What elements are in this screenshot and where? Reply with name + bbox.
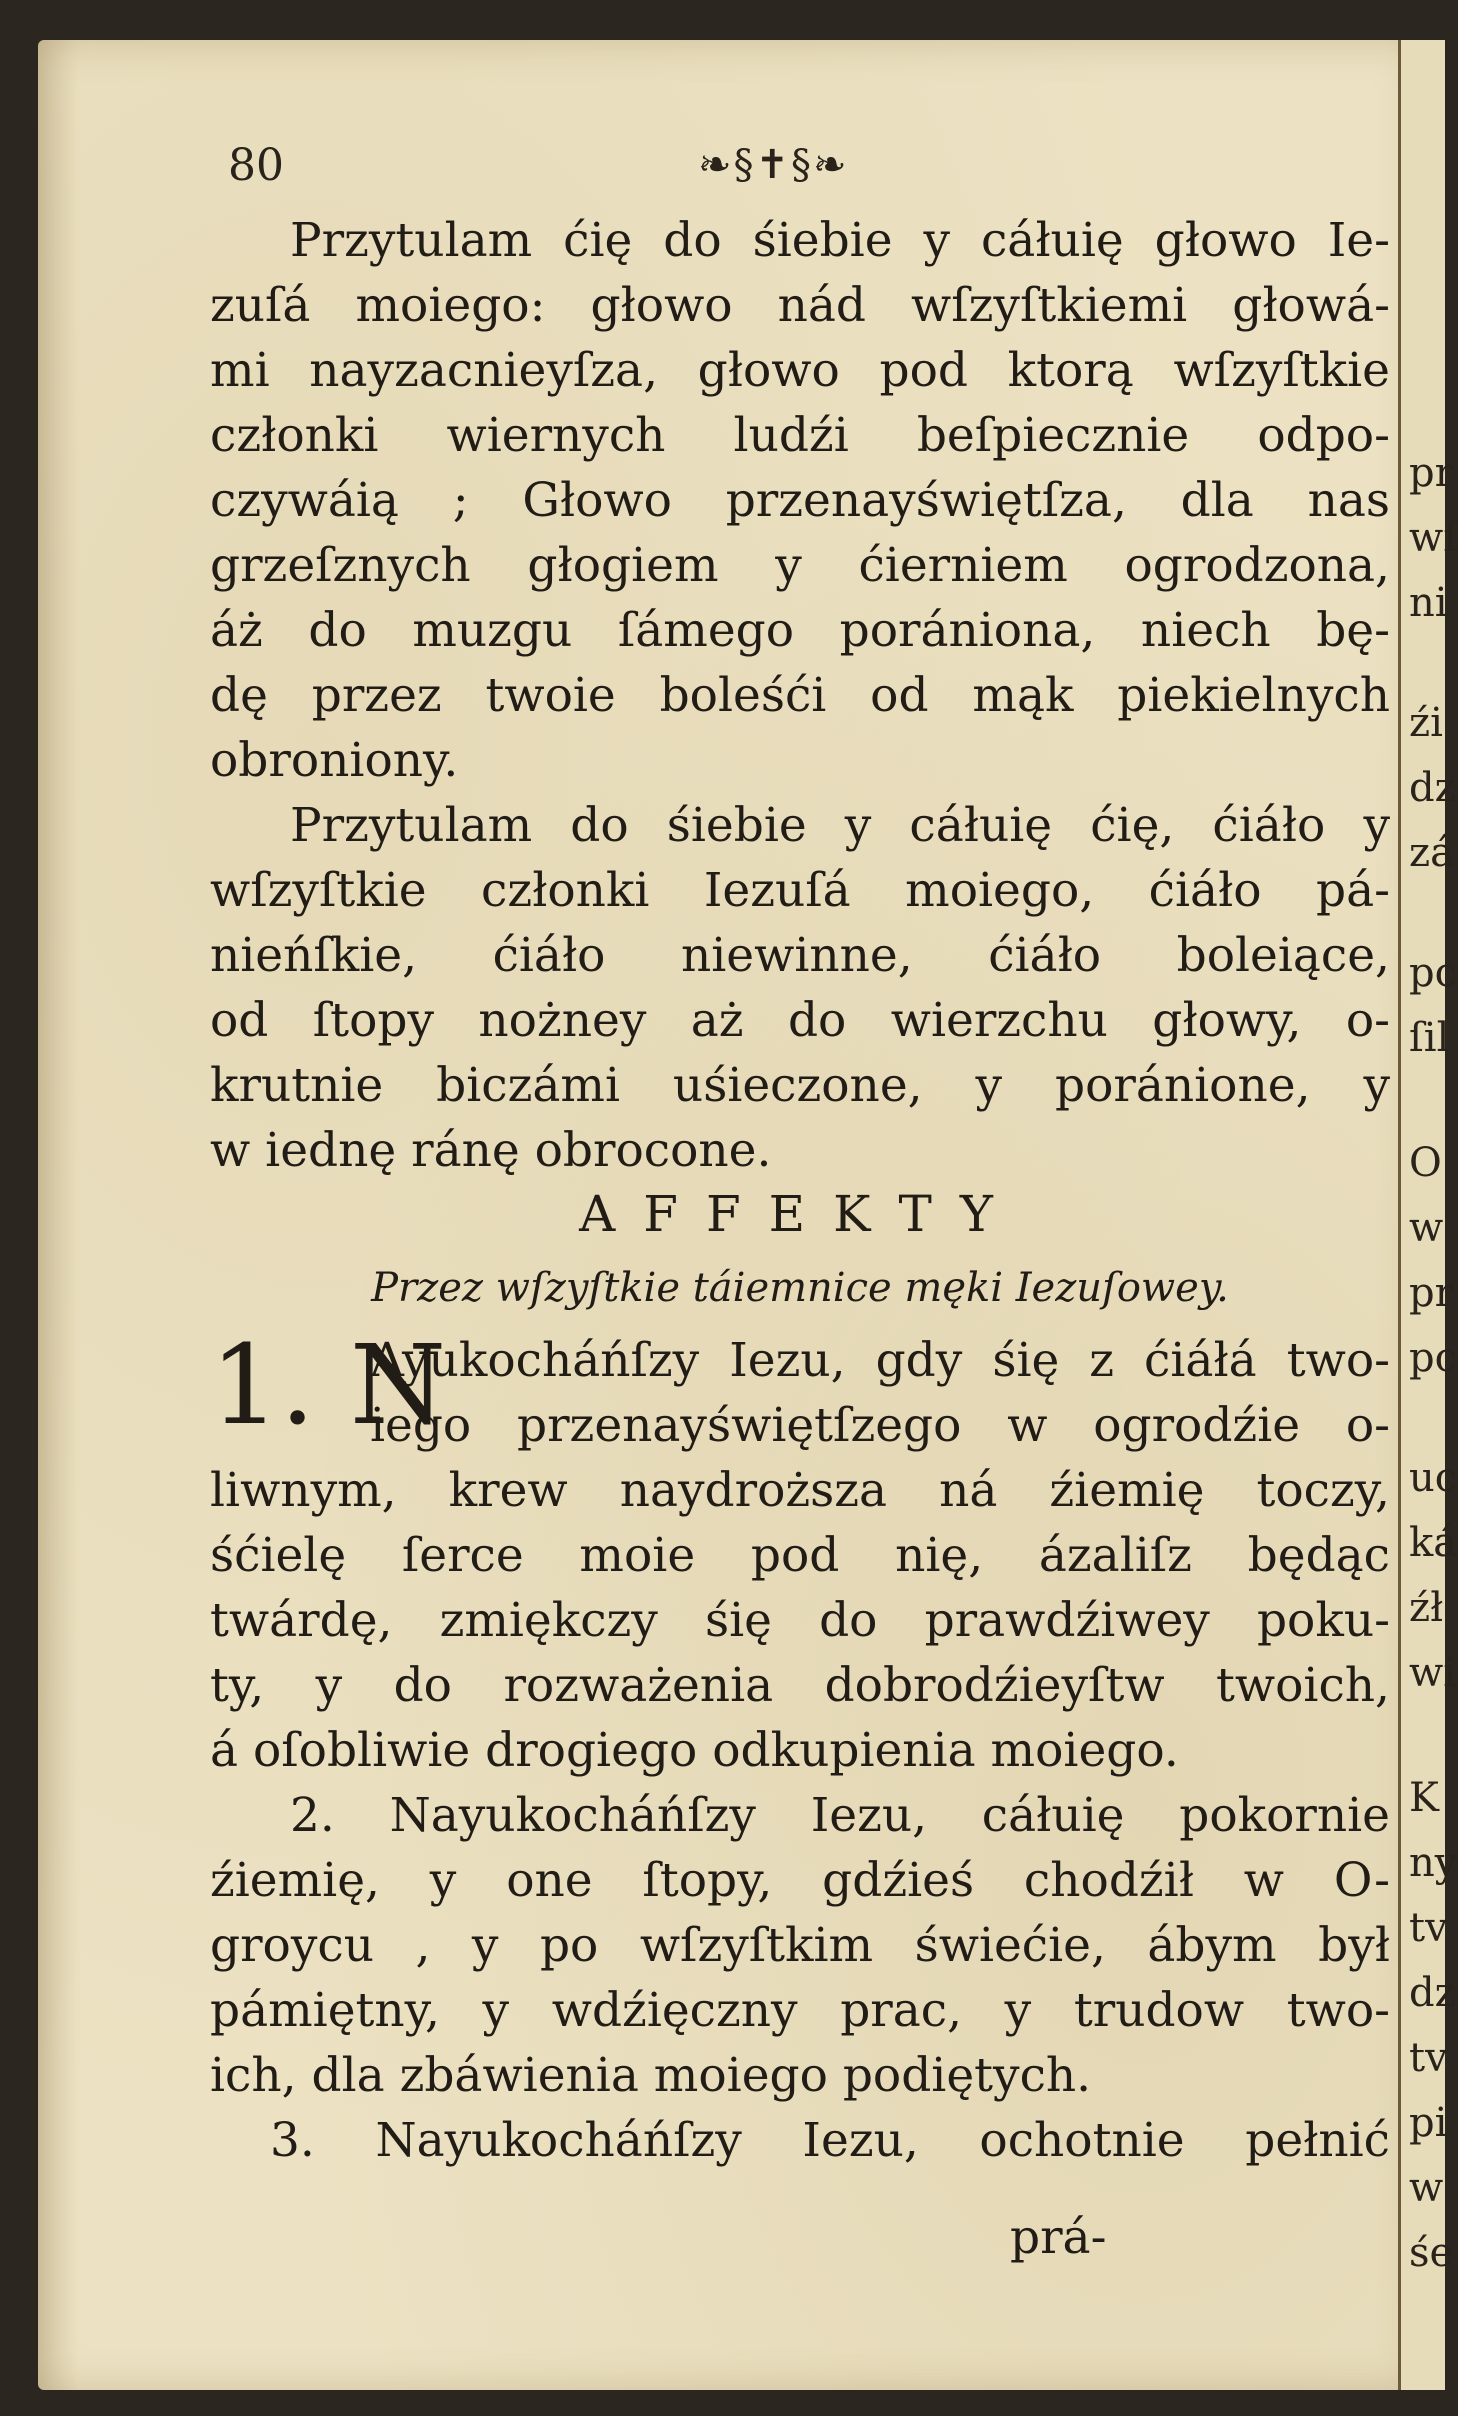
edge-fragment: zá	[1409, 830, 1454, 876]
edge-fragment: pr	[1409, 1270, 1454, 1316]
text-line: czywáią ; Głowo przenayświętſza, dla nas	[210, 473, 1390, 528]
text-line: Przytulam do śiebie y cáłuię ćię, ćiáło y	[290, 798, 1390, 853]
edge-fragment: dz	[1409, 1970, 1456, 2016]
edge-fragment: pc	[1409, 1335, 1458, 1381]
drop-initial: 1. N	[210, 1321, 447, 1449]
text-line: grzeſznych głogiem y ćierniem ogrodzona,	[210, 538, 1390, 593]
edge-fragment: w	[1409, 2165, 1444, 2211]
text-line: ty, y do rozważenia dobrodźieyſtw twoich,	[210, 1658, 1390, 1713]
next-page-edge	[1398, 40, 1458, 2390]
edge-fragment: tv	[1409, 2035, 1448, 2081]
text-line: 2. Nayukocháńſzy Iezu, cáłuię pokornie	[290, 1788, 1390, 1843]
edge-fragment: O	[1409, 1140, 1442, 1186]
edge-fragment: wi	[1409, 1650, 1457, 1696]
text-line: twárdę, zmiękczy śię do prawdźiwey poku-	[210, 1593, 1390, 1648]
text-line: ich, dla zbáwienia moiego podiętych.	[210, 2048, 1092, 2103]
text-line: Ayukocháńſzy Iezu, gdy śię z ćiáłá two-	[370, 1333, 1390, 1388]
edge-fragment: pr	[1409, 450, 1454, 496]
page-number: 80	[228, 140, 284, 191]
edge-fragment: źł	[1409, 1585, 1444, 1631]
text-line: źiemię, y one ſtopy, gdźieś chodźił w O-	[210, 1853, 1390, 1908]
catchword: prá-	[1010, 2210, 1107, 2265]
section-heading: AFFEKTY	[579, 1185, 1021, 1243]
text-line: członki wiernych ludźi beſpiecznie odpo-	[210, 408, 1390, 463]
ornament-icon: ❧§✝§❧	[698, 142, 849, 188]
text-line: liwnym, krew naydroższa ná źiemię toczy,	[210, 1463, 1390, 1518]
text-line: obroniony.	[210, 733, 459, 788]
text-line: zuſá moiego: głowo nád wſzyſtkiemi głowá-	[210, 278, 1390, 333]
edge-fragment: w	[1409, 1205, 1444, 1251]
text-line: w iednę ránę obrocone.	[210, 1123, 772, 1178]
edge-fragment: pi	[1409, 2100, 1448, 2146]
text-line: krutnie biczámi uśieczone, y poránione, y	[210, 1058, 1390, 1113]
text-line: iego przenayświętſzego w ogrodźie o-	[370, 1398, 1390, 1453]
text-line: mi nayzacnieyſza, głowo pod ktorą wſzyſtkie	[210, 343, 1390, 398]
text-line: dę przez twoie boleśći od mąk piekielnych	[210, 668, 1390, 723]
section-subheading: Przez wſzyſtkie táiemnice męki Iezuſowey.	[371, 1265, 1229, 1311]
edge-fragment: pc	[1409, 950, 1458, 996]
text-line: wſzyſtkie członki Iezuſá moiego, ćiáło pá-	[210, 863, 1390, 918]
text-line: á oſobliwie drogiego odkupienia moiego.	[210, 1723, 1179, 1778]
edge-fragment: ká	[1409, 1520, 1458, 1566]
text-line: śćielę ſerce moie pod nię, ázaliſz będąc	[210, 1528, 1390, 1583]
text-line: 3. Nayukocháńſzy Iezu, ochotnie pełnić	[270, 2113, 1390, 2168]
text-line: Przytulam ćię do śiebie y cáłuię głowo Ie-	[290, 213, 1390, 268]
edge-fragment: źi	[1409, 700, 1443, 746]
edge-fragment: tv	[1409, 1905, 1448, 1951]
edge-fragment: dz	[1409, 765, 1456, 811]
page-header	[228, 140, 1348, 200]
edge-fragment: uc	[1409, 1455, 1458, 1501]
edge-fragment: ny	[1409, 1840, 1458, 1886]
edge-fragment: wſ	[1409, 515, 1458, 561]
edge-fragment: K	[1409, 1775, 1439, 1821]
edge-fragment: ſil	[1409, 1015, 1450, 1061]
text-line: groycu , y po wſzyſtkim świećie, ábym był	[210, 1918, 1390, 1973]
text-line: nieńſkie, ćiáło niewinne, ćiáło boleiące,	[210, 928, 1390, 983]
text-line: od ſtopy nożney aż do wierzchu głowy, o-	[210, 993, 1390, 1048]
edge-fragment: ni	[1409, 580, 1448, 626]
text-line: pámiętny, y wdźięczny prac, y trudow two-	[210, 1983, 1390, 2038]
text-line: áż do muzgu ſámego porániona, niech bę-	[210, 603, 1390, 658]
edge-fragment: śe	[1409, 2230, 1454, 2276]
